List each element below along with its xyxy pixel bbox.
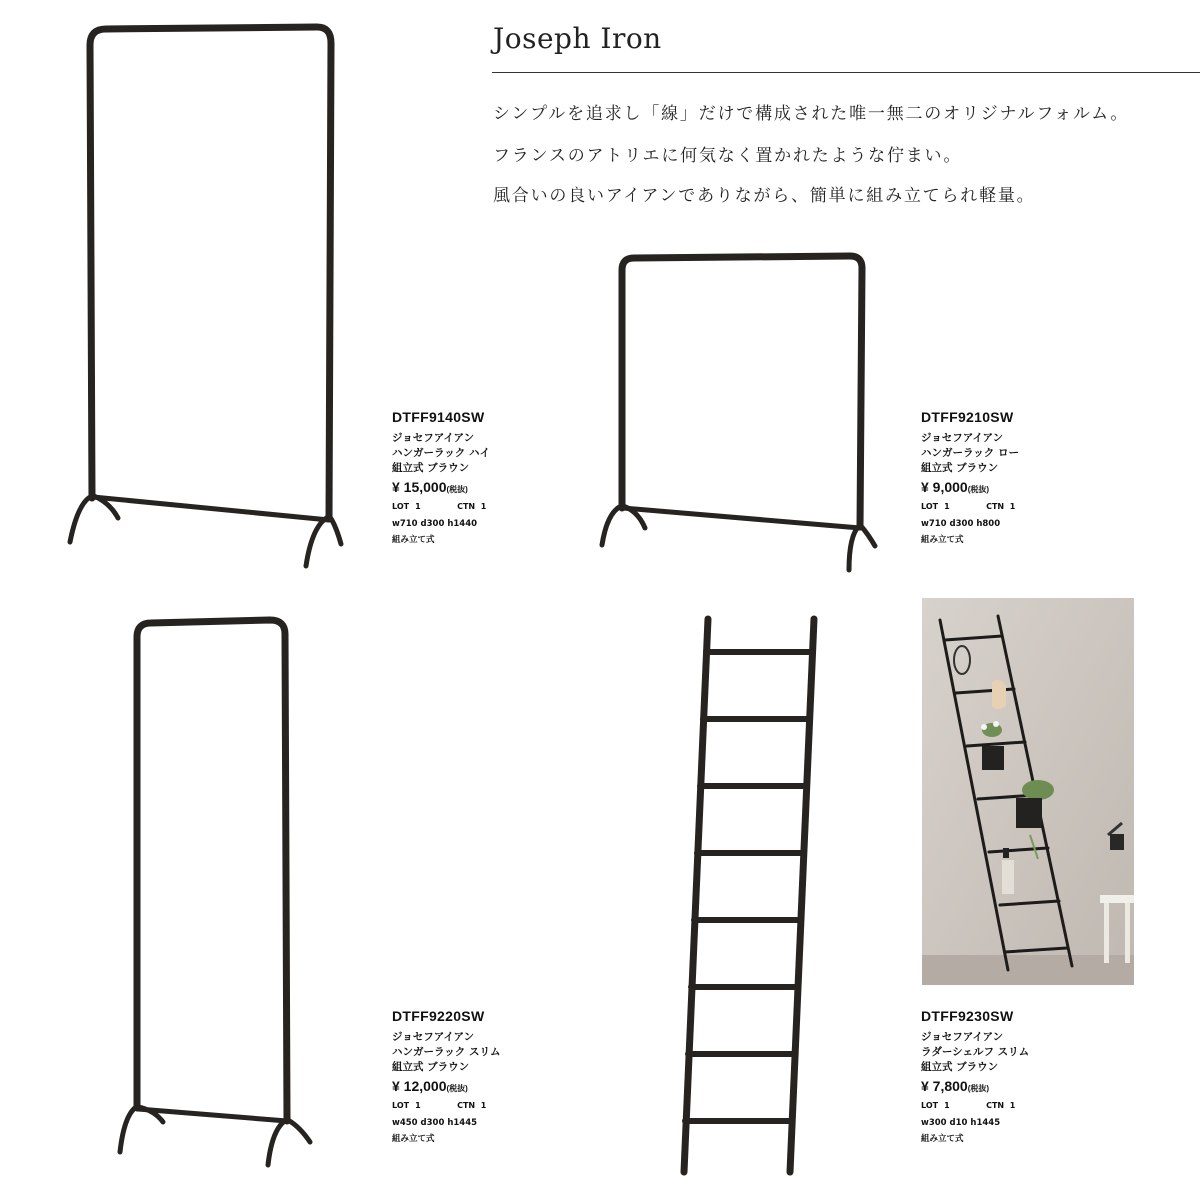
product-info-dtff9220sw <box>392 1008 592 1146</box>
price-value: ¥ 9,000 <box>921 479 968 495</box>
lot-value: 1 <box>944 502 950 511</box>
assembly-note: 組み立て式 <box>921 1134 964 1144</box>
ctn-label: CTN <box>986 1101 1005 1110</box>
assembly-note: 組み立て式 <box>392 535 435 545</box>
lot-ctn-row <box>392 1098 592 1114</box>
product-name-line: 組立式 ブラウン <box>392 1061 470 1073</box>
lot-label: LOT <box>921 502 939 511</box>
ladder-shelf-image <box>684 619 814 1172</box>
product-name-line: ハンガーラック ロー <box>921 447 1019 459</box>
lot-value: 1 <box>944 1101 950 1110</box>
tax-note: (税抜) <box>967 1084 990 1093</box>
product-name-line: ハンガーラック スリム <box>392 1046 501 1058</box>
product-dimensions: w300 d10 h1445 <box>921 1118 1001 1128</box>
ctn-value: 1 <box>480 502 487 511</box>
product-code: DTFF9230SW <box>921 1008 1014 1024</box>
product-name-line: ジョセフアイアン <box>921 1031 1004 1043</box>
product-name-line: ジョセフアイアン <box>392 1031 475 1043</box>
ladder-lifestyle-photo <box>922 598 1134 985</box>
assembly-note: 組み立て式 <box>921 535 964 545</box>
price-value: ¥ 7,800 <box>921 1078 968 1094</box>
product-price <box>921 1077 1121 1098</box>
lot-ctn-row <box>921 1098 1121 1114</box>
product-name-line: 組立式 ブラウン <box>921 462 999 474</box>
product-price <box>921 478 1121 499</box>
product-name-line: 組立式 ブラウン <box>392 462 470 474</box>
ctn-label: CTN <box>986 502 1005 511</box>
hanger-rack-low-image <box>602 256 875 570</box>
ctn-value: 1 <box>1009 502 1016 511</box>
ctn-value: 1 <box>1009 1101 1016 1110</box>
lot-value: 1 <box>415 1101 421 1110</box>
lot-ctn-row <box>392 499 592 515</box>
hanger-rack-slim-image <box>120 620 310 1165</box>
lot-value: 1 <box>415 502 421 511</box>
product-info-dtff9210sw <box>921 409 1121 547</box>
intro-line-3: 風合いの良いアイアンでありながら、簡単に組み立てられ軽量。 <box>493 186 1036 206</box>
product-code: DTFF9220SW <box>392 1008 485 1024</box>
product-price <box>392 1077 592 1098</box>
ctn-label: CTN <box>457 1101 476 1110</box>
tax-note: (税抜) <box>446 1084 468 1093</box>
assembly-note: 組み立て式 <box>392 1134 435 1144</box>
price-value: ¥ 12,000 <box>392 1078 447 1094</box>
tax-note: (税抜) <box>446 485 468 494</box>
product-name-line: ハンガーラック ハイ <box>392 447 490 459</box>
product-info-dtff9230sw <box>921 1008 1121 1146</box>
hanger-rack-high-image <box>70 27 341 566</box>
lot-label: LOT <box>392 502 410 511</box>
page-title: Joseph Iron <box>493 22 662 55</box>
intro-line-1: シンプルを追求し「線」だけで構成された唯一無二のオリジナルフォルム。 <box>493 104 1130 124</box>
lot-label: LOT <box>921 1101 939 1110</box>
product-name-line: ジョセフアイアン <box>392 432 475 444</box>
product-dimensions: w450 d300 h1445 <box>392 1118 478 1128</box>
price-value: ¥ 15,000 <box>392 479 447 495</box>
product-price <box>392 478 592 499</box>
lot-label: LOT <box>392 1101 410 1110</box>
product-code: DTFF9210SW <box>921 409 1014 425</box>
product-code: DTFF9140SW <box>392 409 485 425</box>
intro-line-2: フランスのアトリエに何気なく置かれたような佇まい。 <box>493 146 963 166</box>
ctn-label: CTN <box>457 502 476 511</box>
product-name-line: 組立式 ブラウン <box>921 1061 999 1073</box>
product-info-dtff9140sw <box>392 409 592 547</box>
lot-ctn-row <box>921 499 1121 515</box>
product-name-line: ラダーシェルフ スリム <box>921 1046 1030 1058</box>
product-dimensions: w710 d300 h1440 <box>392 519 478 529</box>
ctn-value: 1 <box>480 1101 487 1110</box>
product-dimensions: w710 d300 h800 <box>921 519 1001 529</box>
product-name-line: ジョセフアイアン <box>921 432 1004 444</box>
tax-note: (税抜) <box>967 485 990 494</box>
